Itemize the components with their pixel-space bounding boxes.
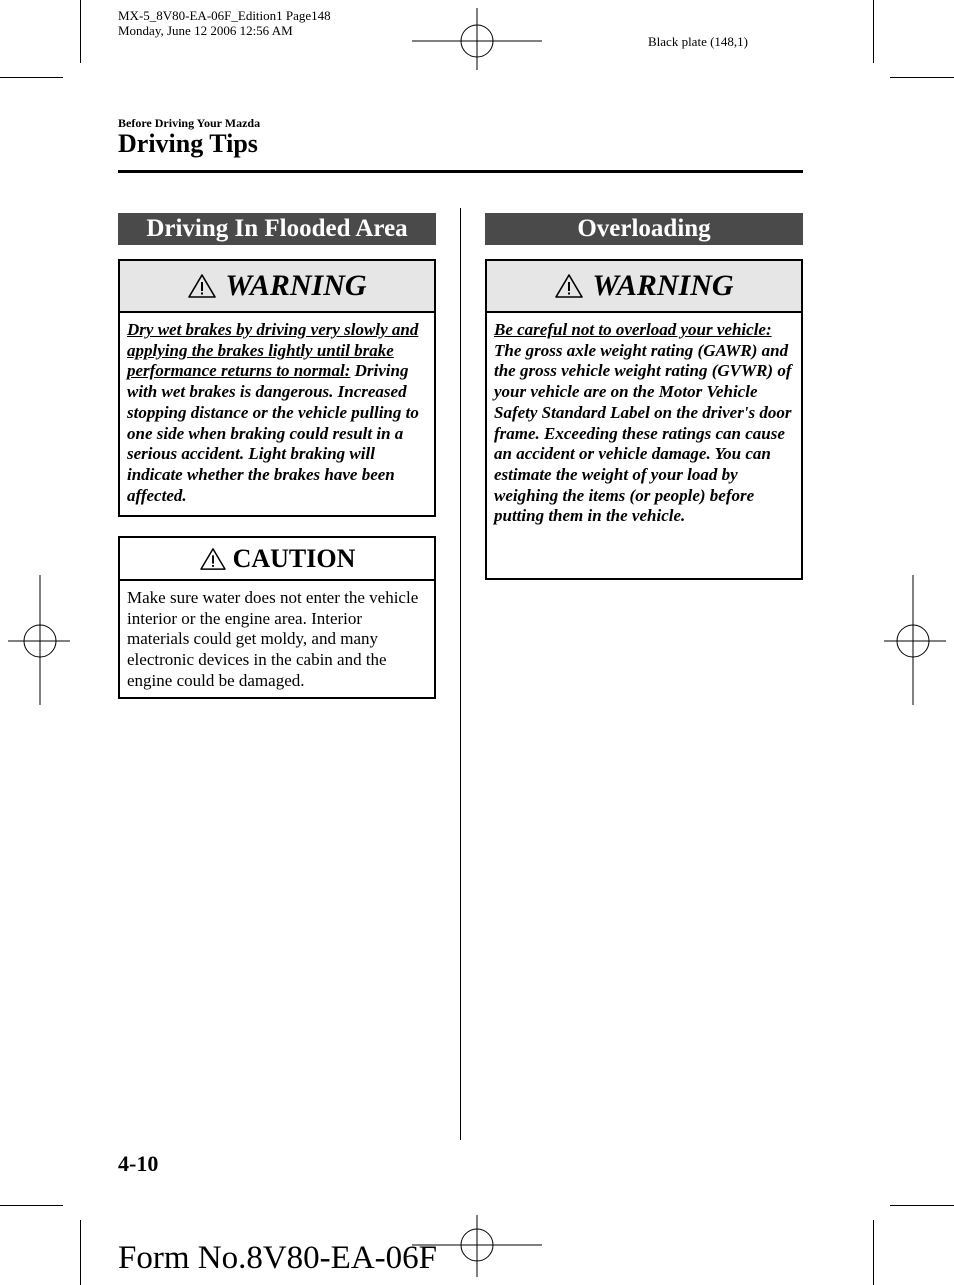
registration-mark-icon <box>8 575 70 705</box>
warning-label: WARNING <box>225 269 367 302</box>
form-number: Form No.8V80-EA-06F <box>118 1240 437 1276</box>
registration-mark-icon <box>884 575 946 705</box>
warning-header <box>120 261 434 313</box>
print-metadata <box>118 8 331 38</box>
caution-header <box>120 538 434 581</box>
left-column <box>118 213 436 699</box>
right-column <box>485 213 803 580</box>
column-divider <box>460 208 461 1140</box>
caution-body: Make sure water does not enter the vehicle interior or the engine area. Interior materials could get moldy, and many electronic devices in the cabin and the engine could be damaged. <box>127 588 419 690</box>
warning-box-flooded <box>118 259 436 517</box>
page-title: Driving Tips <box>118 129 258 158</box>
section-heading-overloading: Overloading <box>485 213 803 245</box>
caution-label: CAUTION <box>232 543 356 573</box>
warning-instruction: Be careful not to overload your vehicle: <box>494 320 772 339</box>
warning-explanation: The gross axle weight rating (GAWR) and the gross vehicle weight rating (GVWR) of your vehicle are on the Motor Vehicle Safety Standard Label on the driver's door frame. Exceeding these ratings can cause an accident or vehicle damage. You can estimate the weight of your load by weighing the items (or people) before putting them in the vehicle. <box>494 340 792 526</box>
print-date-line: Monday, June 12 2006 12:56 AM <box>118 23 293 38</box>
warning-box-overloading <box>485 259 803 580</box>
warning-triangle-icon <box>554 273 584 299</box>
title-rule <box>118 170 803 173</box>
warning-triangle-icon <box>187 273 217 299</box>
warning-triangle-icon <box>199 547 227 571</box>
registration-mark-icon <box>412 8 542 70</box>
print-file-line: MX-5_8V80-EA-06F_Edition1 Page148 <box>118 8 331 23</box>
section-label: Before Driving Your Mazda <box>118 116 261 130</box>
warning-body <box>487 313 801 533</box>
warning-label: WARNING <box>592 269 734 302</box>
plate-label: Black plate (148,1) <box>648 34 748 49</box>
warning-header <box>487 261 801 313</box>
warning-instruction: Dry wet brakes by driving very slowly and applying the brakes lightly until brake performance returns to normal: <box>127 320 419 381</box>
section-heading-flooded-area: Driving In Flooded Area <box>118 213 436 245</box>
warning-body <box>120 313 434 512</box>
caution-box-flooded <box>118 536 436 699</box>
page-number: 4-10 <box>118 1151 159 1176</box>
warning-explanation: Driving with wet brakes is dangerous. Increased stopping distance or the vehicle pulling to one side when braking could result in a serious accident. Light braking will indicate whether the brakes have been affected. <box>127 361 419 505</box>
